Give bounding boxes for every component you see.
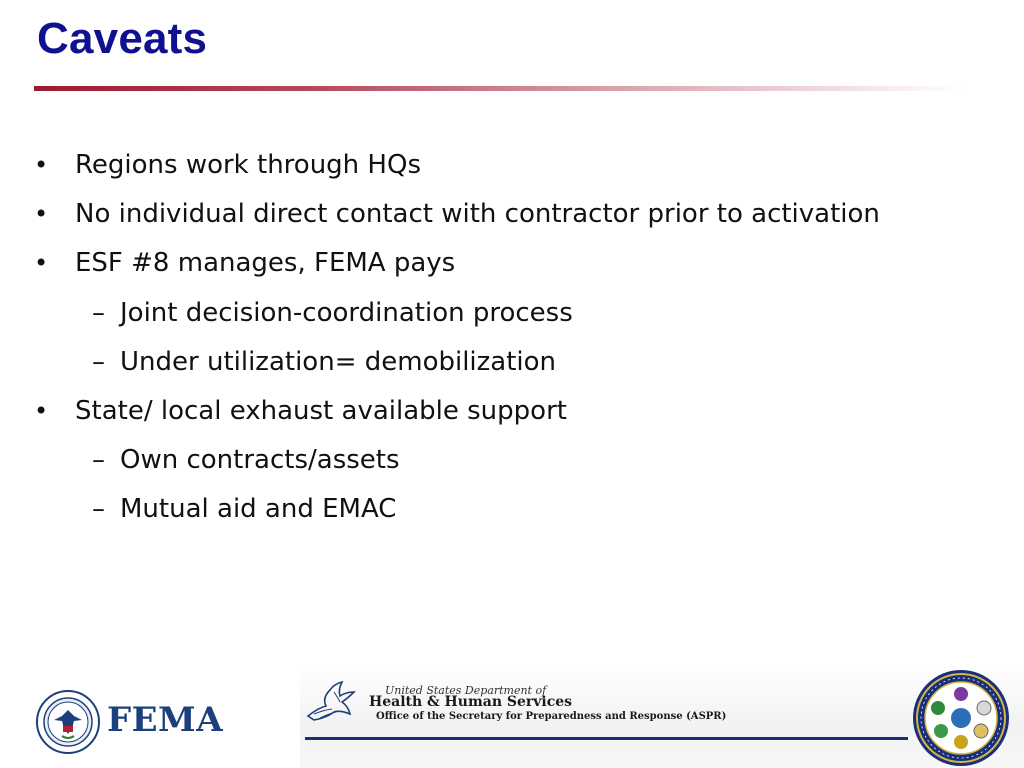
bullet-marker: • [34,151,49,179]
slide-title: Caveats [37,14,208,63]
bullet-marker: • [34,397,49,425]
sub-bullet-text: Own contracts/assets [120,445,400,476]
hhs-office-label: Office of the Secretary for Preparedness and Response (ASPR) [376,711,727,722]
dash-marker: – [92,346,105,377]
sub-bullet-text: Joint decision-coordination process [120,297,573,328]
title-divider [34,86,964,91]
dash-marker: – [92,494,105,525]
bullet-text: ESF #8 manages, FEMA pays [75,248,456,279]
bullet-text: Regions work through HQs [75,150,421,180]
dash-marker: – [92,445,105,476]
sub-bullet-text: Mutual aid and EMAC [120,494,397,525]
hhs-eagle-icon [304,676,358,726]
hhs-name-label: Health & Human Services [369,694,573,710]
dhs-seal-icon [36,690,100,754]
footer-divider [305,737,908,740]
bullet-marker: • [34,249,49,278]
aspr-seal-icon [908,668,1014,768]
bullet-text: No individual direct contact with contractor prior to activation [75,199,880,230]
hhs-department-label: United States Department of [385,684,547,697]
bullet-text: State/ local exhaust available support [75,396,567,426]
bullet-marker: • [34,200,49,229]
sub-bullet-text: Under utilization= demobilization [120,346,557,377]
dash-marker: – [92,297,105,328]
fema-logo: FEMA [107,700,224,740]
